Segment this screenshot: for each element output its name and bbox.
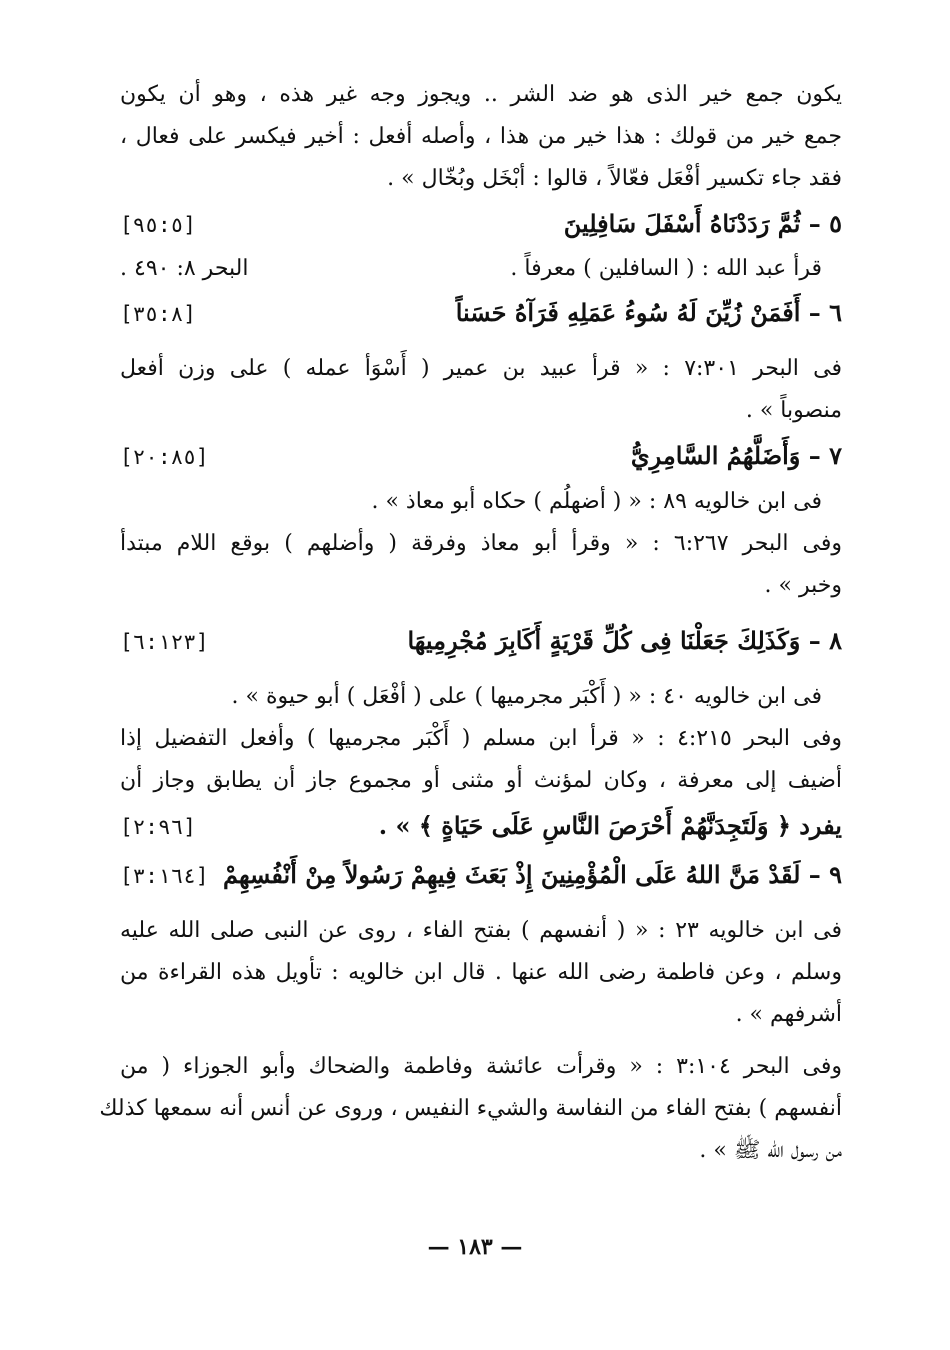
text-line: وسلم ، وعن فاطمة رضى الله عنها . قال ابن خالويه : تأويل هذه القراءة من [120, 960, 842, 985]
quoted-verse-row [120, 802, 842, 851]
verse-row-5 [120, 200, 842, 249]
page-body [99, 74, 842, 1172]
text-line: وفى البحر ٦:٢٦٧ : « وقرأ أبو معاذ وفرقة ( وأضلهم ) بوقع اللام مبتدأ [120, 531, 842, 556]
quoted-verse-text: يفرد ﴿ وَلَتَجِدَنَّهُمْ أَحْرَصَ النَّاسِ عَلَى حَيَاةٍ ﴾ » . [378, 811, 842, 840]
verse-text: ٨ – وَكَذَلِكَ جَعَلْنَا فِى كُلِّ قَرْيَةٍ أَكَابِرَ مُجْرِمِيهَا [407, 626, 842, 655]
verse-reference: [٩٥:٥] [120, 213, 196, 237]
verse-text: ٦ – أَفَمَنْ زُيِّنَ لَهُ سُوءُ عَمَلِهِ فَرَآهُ حَسَناً [455, 298, 842, 327]
source-reference: البحر ٨: ٤٩٠ . [120, 256, 249, 281]
verse-row-7 [120, 432, 842, 481]
text-line: أنفسهم ) بفتح الفاء من النفاسة والشيء النفيس ، وروى عن أنس أنه سمعها كذلك [99, 1096, 842, 1121]
verse-row-9 [120, 851, 842, 900]
text-line: فقد جاء تكسير أفْعَل فعّالاً ، قالوا : أبْخَل وبُخّال » . [387, 166, 842, 191]
text-line: وفى البحر ٤:٢١٥ : « قرأ ابن مسلم ( أَكْبَر مجرميها ) وأفعل التفضيل إذا [120, 726, 842, 751]
text-line: من رسول الله ﷺ » . [699, 1138, 842, 1163]
verse-text: ٩ – لَقَدْ مَنَّ اللهُ عَلَى الْمُؤْمِنِينَ إِذْ بَعَثَ فِيهِمْ رَسُولاً مِنْ أَنْفُسِهِمْ [222, 860, 842, 889]
page-number: — ١٨٣ — [427, 1234, 523, 1260]
text-line: فى البحر ٧:٣٠١ : « قرأ عبيد بن عمير ( أَسْوَأ عمله ) على وزن أفعل [120, 356, 842, 381]
text-line: فى ابن خالويه ٨٩ : « ( أضهلُم ) حكاه أبو معاذ » . [371, 489, 822, 514]
text-line: أضيف إلى معرفة ، وكان لمؤنث أو مثنى أو مجموع جاز أن يطابق وجاز أن [120, 768, 842, 793]
text-line: أشرفهم » . [735, 1002, 842, 1027]
verse-reference: [٦:١٢٣] [120, 630, 209, 654]
text-line: جمع خير من قولك : هذا خير من هذا ، وأصله أفعل : أخير فيكسر على فعال ، [120, 124, 842, 149]
source-row [120, 249, 842, 289]
verse-row-6 [120, 289, 842, 338]
text-line: يكون جمع خير الذى هو ضد الشر .. ويجوز وجه غير هذه ، وهو أن يكون [120, 82, 842, 107]
verse-reference: [٢٠:٨٥] [120, 445, 209, 469]
verse-text: ٥ – ثُمَّ رَدَدْنَاهُ أَسْفَلَ سَافِلِينَ [563, 209, 842, 238]
verse-reference: [٣:١٦٤] [120, 864, 209, 888]
text-line: منصوباً » . [745, 398, 842, 423]
verse-reference: [٢:٩٦] [120, 815, 196, 839]
text-line: وخبر » . [764, 573, 842, 598]
text-line: فى ابن خالويه ٤٠ : « ( أَكْبَر مجرميها ) على ( أفْعَل ) أبو حيوة » . [231, 684, 822, 709]
verse-text: ٧ – وَأَضَلَّهُمُ السَّامِرِيُّ [630, 441, 842, 470]
source-text: قرأ عبد الله : ( السافلين ) معرفاً . [510, 256, 822, 281]
verse-reference: [٣٥:٨] [120, 302, 196, 326]
text-line: فى ابن خالويه ٢٣ : « ( أنفسهم ) بفتح الفاء ، روى عن النبى صلى الله عليه [120, 918, 842, 943]
verse-row-8 [120, 617, 842, 666]
text-line: وفى البحر ٣:١٠٤ : « وقرأت عائشة وفاطمة والضحاك وأبو الجوزاء ( من [120, 1054, 842, 1079]
